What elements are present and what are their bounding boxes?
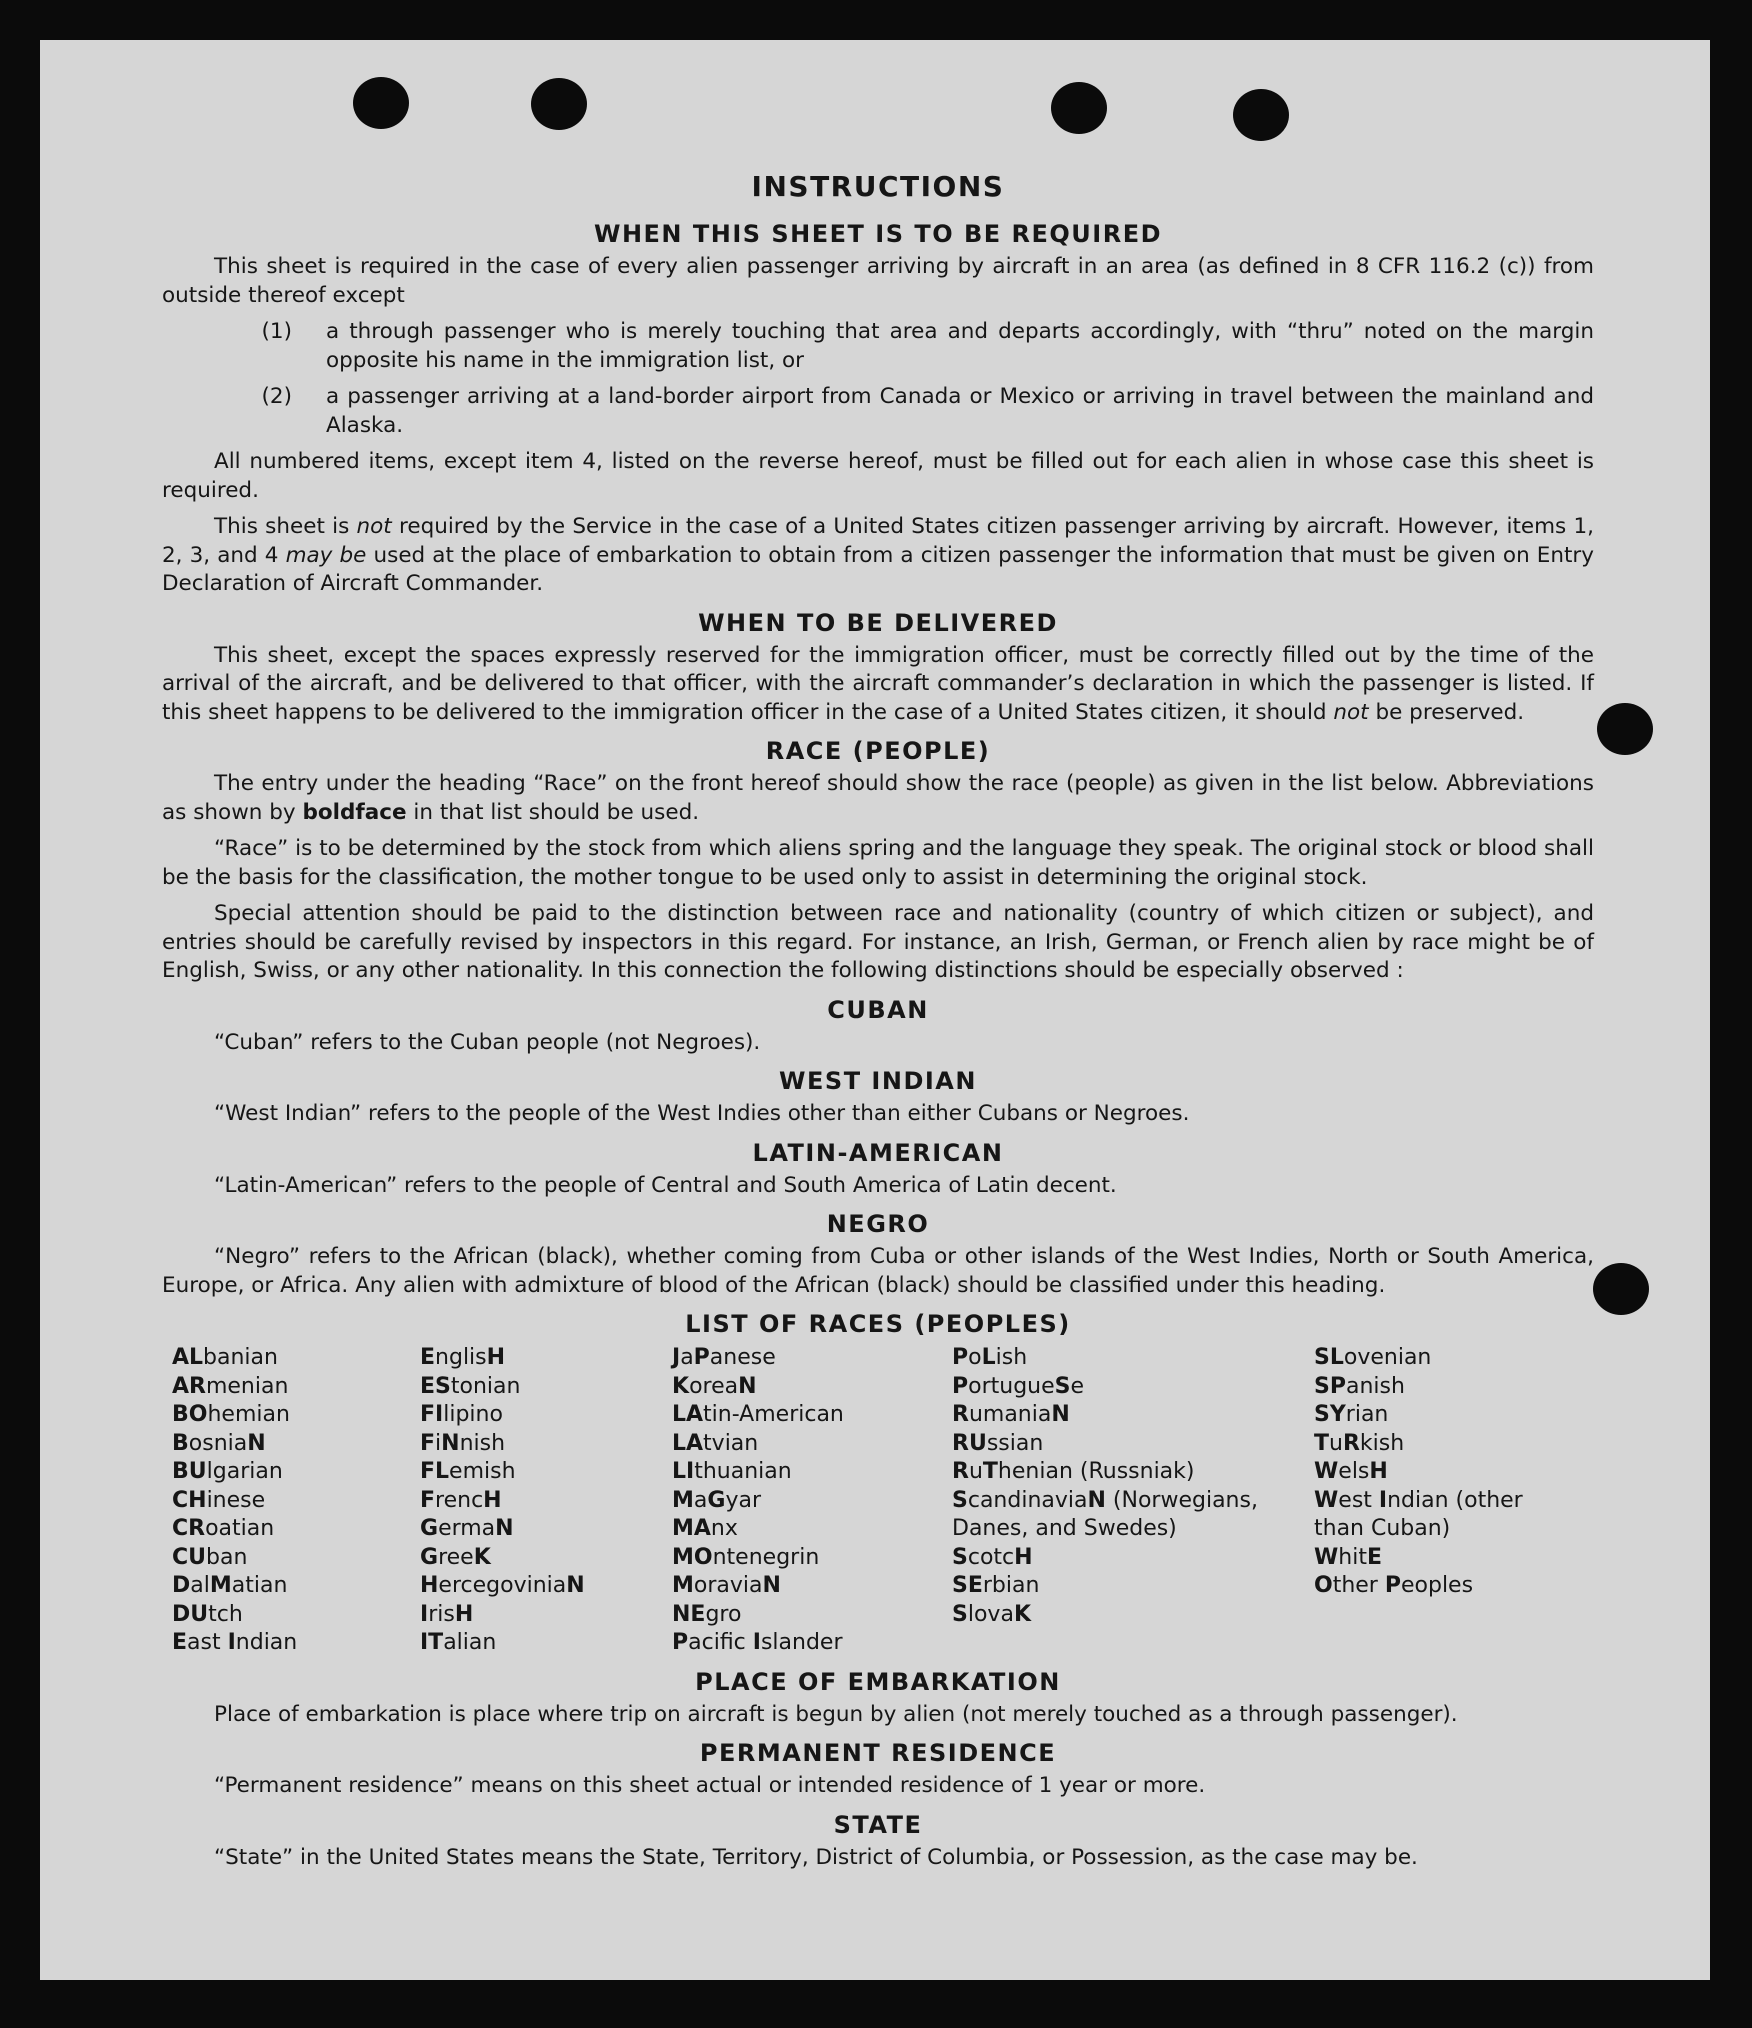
- race-entry: ALbanian: [172, 1345, 278, 1370]
- race-entry: CHinese: [172, 1487, 266, 1513]
- race-column: [172, 1344, 420, 1658]
- item-text: a passenger arriving at a land-border airport from Canada or Mexico or arriving in travel between the mainland and Alaska.: [326, 384, 1594, 438]
- section-heading-cuban: CUBAN: [827, 995, 929, 1024]
- section-heading-residence: PERMANENT RESIDENCE: [699, 1739, 1057, 1767]
- state-definition: “State” in the United States means the State, Territory, District of Columbia, or Possession, as the case may be.: [214, 1844, 1418, 1870]
- section-heading-races-list: LIST OF RACES (PEOPLES): [685, 1310, 1071, 1338]
- race-entry: TuRkish: [1314, 1430, 1405, 1456]
- race-entry: RumaniaN: [952, 1402, 1070, 1427]
- document-content: [162, 170, 1594, 1880]
- race-paragraph-1: The entry under the heading “Race” on the front hereof should show the race (people) as given in the list below. Abbreviations as shown by boldface in that list should be used.: [162, 771, 1594, 825]
- numbered-items-paragraph: All numbered items, except item 4, listed on the reverse hereof, must be filled out for each alien in whose case this sheet is required.: [162, 449, 1594, 503]
- race-column: [1314, 1344, 1574, 1658]
- race-entry: HercegoviniaN: [420, 1573, 585, 1598]
- race-entry: SLovenian: [1314, 1345, 1432, 1370]
- delivered-paragraph: This sheet, except the spaces expressly reserved for the immigration officer, must be correctly filled out by the time of the arrival of the aircraft, and be delivered to that officer, with the aircraft commander’s declaration in which the passenger is listed. If this sheet happens to be delivered to the immigration officer in the case of a United States citizen, it should not be preserved.: [162, 642, 1594, 725]
- race-entry: ARmenian: [172, 1373, 289, 1399]
- section-heading-west-indian: WEST INDIAN: [779, 1067, 977, 1095]
- punch-hole: [1597, 703, 1653, 755]
- cuban-definition: “Cuban” refers to the Cuban people (not Negroes).: [214, 1029, 761, 1055]
- race-paragraph-3: Special attention should be paid to the distinction between race and nationality (country of which citizen or subject), and entries should be carefully revised by inspectors in this regard. For instance, an Irish, German, or French alien by race might be of English, Swiss, or any other nationality. In this connection the following distinctions should be especially observed :: [162, 901, 1594, 983]
- race-entry: EnglisH: [420, 1345, 506, 1370]
- item-number: (1): [261, 319, 292, 344]
- section-heading-embarkation: PLACE OF EMBARKATION: [695, 1667, 1061, 1696]
- race-entry: JaPanese: [672, 1345, 776, 1370]
- race-entry: PoLish: [952, 1345, 1028, 1370]
- section-heading-race: RACE (PEOPLE): [765, 737, 991, 765]
- race-entry: CUban: [172, 1544, 248, 1570]
- race-entry: ITalian: [420, 1630, 497, 1655]
- race-entry: NEgro: [672, 1601, 742, 1627]
- exception-item: [162, 318, 1594, 375]
- race-entry: LAtin-American: [672, 1402, 844, 1427]
- race-entry: WelsH: [1314, 1459, 1388, 1484]
- race-entry: West Indian (other than Cuban): [1314, 1487, 1523, 1541]
- race-column: [952, 1344, 1314, 1658]
- race-entry: FiNnish: [420, 1430, 506, 1456]
- section-heading-state: STATE: [833, 1810, 923, 1839]
- page-title: INSTRUCTIONS: [751, 170, 1005, 203]
- punch-hole: [531, 78, 587, 130]
- race-entry: GreeK: [420, 1544, 491, 1570]
- race-entry: SYrian: [1314, 1402, 1389, 1427]
- punch-hole: [1593, 1263, 1649, 1315]
- race-entry: East Indian: [172, 1630, 298, 1655]
- section-heading-required: WHEN THIS SHEET IS TO BE REQUIRED: [593, 220, 1163, 248]
- race-column: [420, 1344, 672, 1658]
- race-entry: RuThenian (Russniak): [952, 1459, 1195, 1484]
- race-entry: KoreaN: [672, 1373, 757, 1399]
- residence-definition: “Permanent residence” means on this sheet actual or intended residence of 1 year or more.: [214, 1773, 1206, 1798]
- race-entry: BosniaN: [172, 1430, 266, 1456]
- race-entry: RUssian: [952, 1430, 1044, 1456]
- citizen-paragraph: This sheet is not required by the Service in the case of a United States citizen passenger arriving by aircraft. However, items 1, 2, 3, and 4 may be used at the place of embarkation to obtain from a citizen passenger the information that must be given on Entry Declaration of Aircraft Commander.: [162, 514, 1594, 596]
- race-entry: Other Peoples: [1314, 1573, 1474, 1598]
- race-entry: IrisH: [420, 1601, 474, 1627]
- race-entry: MAnx: [672, 1516, 738, 1541]
- section-heading-latin-american: LATIN-AMERICAN: [752, 1138, 1004, 1167]
- race-entry: Pacific Islander: [672, 1630, 843, 1655]
- item-text: a through passenger who is merely touching that area and departs accordingly, with “thru” noted on the margin opposite his name in the immigration list, or: [326, 319, 1594, 373]
- negro-definition: “Negro” refers to the African (black), whether coming from Cuba or other islands of the West Indies, North or South America, Europe, or Africa. Any alien with admixture of blood of the African (black) should be classified under this heading.: [162, 1244, 1594, 1298]
- race-column: [672, 1344, 952, 1658]
- race-entry: SlovaK: [952, 1601, 1031, 1627]
- race-entry: DUtch: [172, 1601, 243, 1627]
- race-entry: MaGyar: [672, 1487, 761, 1513]
- race-entry: DalMatian: [172, 1573, 288, 1598]
- required-intro: This sheet is required in the case of every alien passenger arriving by aircraft in an area (as defined in 8 CFR 116.2 (c)) from outside thereof except: [162, 254, 1594, 308]
- latin-american-definition: “Latin-American” refers to the people of Central and South America of Latin decent.: [214, 1172, 1117, 1198]
- race-entry: MoraviaN: [672, 1573, 781, 1598]
- race-entry: EStonian: [420, 1373, 521, 1399]
- race-entry: BUlgarian: [172, 1459, 283, 1484]
- race-entry: FIlipino: [420, 1402, 503, 1427]
- punch-hole: [1051, 82, 1107, 134]
- race-entry: FrencH: [420, 1487, 502, 1513]
- race-entry: SErbian: [952, 1573, 1040, 1598]
- section-heading-delivered: WHEN TO BE DELIVERED: [698, 608, 1058, 637]
- race-entry: WhitE: [1314, 1544, 1382, 1570]
- section-heading-negro: NEGRO: [826, 1210, 930, 1238]
- race-entry: FLemish: [420, 1459, 516, 1484]
- race-entry: CRoatian: [172, 1516, 275, 1541]
- race-entry: MOntenegrin: [672, 1544, 820, 1570]
- west-indian-definition: “West Indian” refers to the people of the West Indies other than either Cubans or Negroes.: [214, 1101, 1190, 1126]
- race-entry: BOhemian: [172, 1402, 290, 1427]
- race-entry: ScandinaviaN (Norwegians, Danes, and Swedes): [952, 1487, 1258, 1541]
- exception-item: [162, 383, 1594, 440]
- race-entry: PortugueSe: [952, 1373, 1085, 1399]
- race-entry: ScotcH: [952, 1544, 1033, 1570]
- item-number: (2): [261, 384, 292, 409]
- race-entry: GermaN: [420, 1516, 514, 1541]
- races-list: [172, 1344, 1594, 1658]
- embarkation-definition: Place of embarkation is place where trip on aircraft is begun by alien (not merely touched as a through passenger).: [214, 1701, 1458, 1727]
- race-entry: LIthuanian: [672, 1459, 792, 1484]
- race-paragraph-2: “Race” is to be determined by the stock from which aliens spring and the language they speak. The original stock or blood shall be the basis for the classification, the mother tongue to be used only to assist in determining the original stock.: [162, 836, 1594, 890]
- punch-hole: [1233, 89, 1289, 141]
- race-entry: SPanish: [1314, 1373, 1405, 1399]
- punch-hole: [353, 77, 409, 129]
- race-entry: LAtvian: [672, 1430, 759, 1456]
